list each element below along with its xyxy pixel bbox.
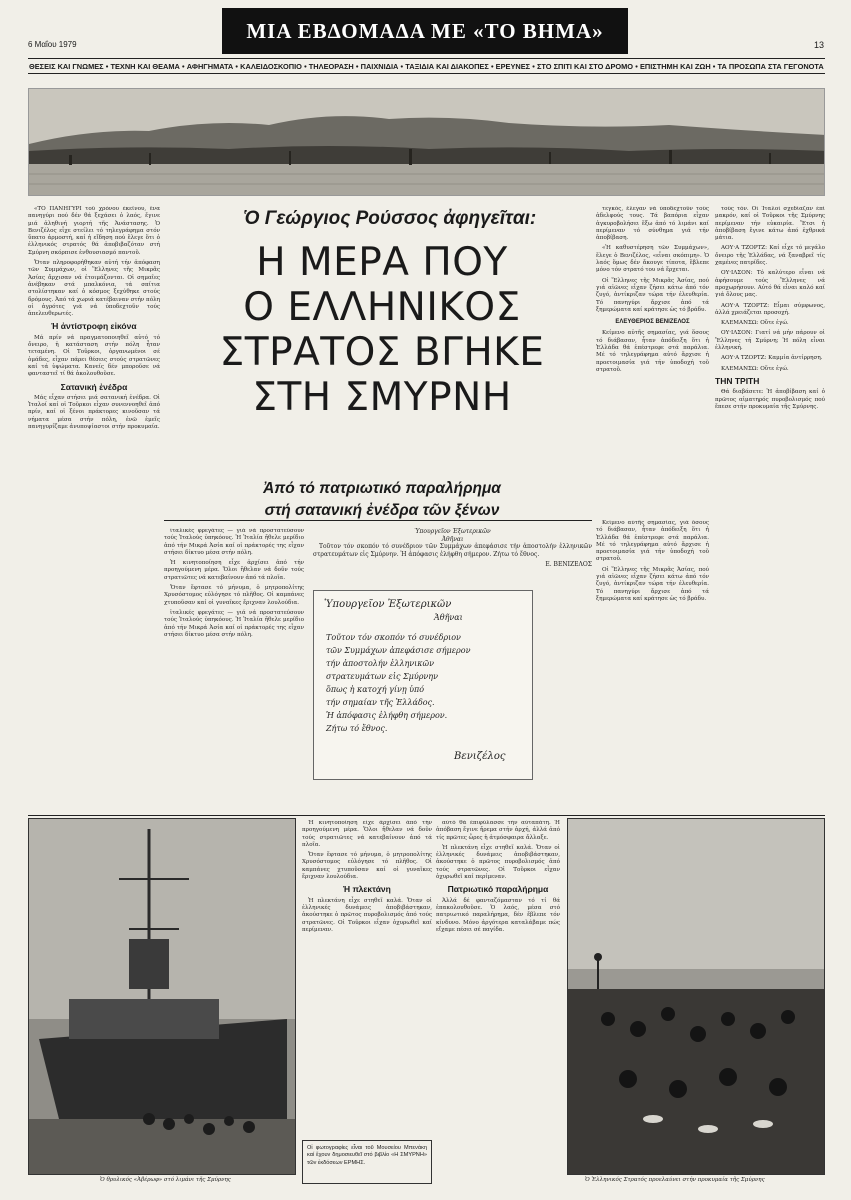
dialogue-paragraph: ΑΟΥ·Α ΤΖΟΡΤΖ: Καί εἶχε τό μεγάλο ὄνειρο τῆς Ἑλλάδας, νά ξαναβρεῖ τίς χαμένες πατρίδες. — [715, 245, 825, 267]
middle-paragraph: Ἡ πλεκτάνη εἶχε στηθεῖ καλά. Ὅταν οἱ ἑλληνικές δυνάμεις ἀποβιβάστηκαν, ἀκούστηκε ὁ πρῶτος πυροβολισμός ἀπό τούς στρατῶνες. Οἱ Τοῦρκοι εἶχαν ὀχυρωθεῖ καί περίμεναν. — [436, 844, 560, 881]
section-rubric-bar — [28, 58, 825, 74]
rubric-separator: • — [400, 61, 404, 71]
panorama-illustration — [29, 89, 825, 196]
rubric-item: ΤΕΧΝΗ ΚΑΙ ΘΕΑΜΑ — [110, 61, 180, 71]
handwritten-title: Ὑπουργεῖον Ἐξωτερικῶν — [324, 599, 452, 610]
left-paragraph: «ΤΟ ΠΑΝΗΓΥΡΙ τοῦ χρόνου ἐκεῖνου, ἕνα πανηγύρι πού δέν θά ξεχάσει ὁ λαός, ἔγινε μιά ἀληθινή γιορτή τῆς Ἀνάστασης. Ὁ Βενιζέλος εἶχε στείλει τό τηλεγράφημα στόν ὕπατο ἁρμοστή, καί ἡ εἴδηση πού ἔλεγε ὅτι ὁ ἑλληνικός στρατός θά ἀποβιβαζόταν στή Σμύρνη σκόρπισε ἐνθουσιασμό παντοῦ. — [28, 206, 160, 256]
handwritten-place: Ἀθῆναι — [434, 613, 463, 622]
headline-line: Η ΜΕΡΑ ΠΟΥ — [256, 240, 508, 285]
middle-paragraph: Ἀλλά δέ φανταζόμασταν τό τί θά ἐπακολουθοῦσε. Ὁ λαός, μέσα στό πατριωτικό παραλήρημα, δέν ἔβλεπε τόν κίνδυνο. Μόνο ἀργότερα καταλάβαμε πώς εἴχαμε πέσει σέ παγίδα. — [436, 897, 560, 933]
article-deck — [172, 478, 592, 522]
deck-rule — [164, 520, 592, 521]
handwritten-line: τῶν Συμμάχων ἀπεφάσισε σήμερον — [326, 646, 471, 655]
rubric-item: ΕΠΙΣΤΗΜΗ ΚΑΙ ΖΩΗ — [639, 61, 711, 71]
dialogue-paragraph: τούς τόν. Οἱ Ἰταλοί σχεδίαζαν ἐπί μακρόν, καί οἱ Τοῦρκοι τῆς Σμύρνης περίμεναν τήν εὐκαιρία. Ἔτσι ἡ ἀποβίβαση ἔγινε κάτω ἀπό ἐχθρικά μάτια. — [715, 206, 825, 242]
telegram-body: Τοῦτον τόν σκοπόν τό συνέδριον τῶν Συμμάχων ἀπεφάσισε τήν ἀποστολήν ἑλληνικῶν στρατευμάτων εἰς Σμύρνην. Ἡ ἀπόφασις ἐλήφθη σήμερον. Ζήτω τό ἔθνος. — [313, 543, 592, 558]
photo-credit-text: Οἱ φωτογραφίες εἶναι τοῦ Μουσείου Μπενάκη καί ἔχουν δημοσιευθεῖ στό βιβλίο «Η ΣΜΥΡΝΗ» τῶν ἐκδόσεων ΕΡΜΗΣ. — [307, 1145, 427, 1166]
dialogue-paragraph: ΟΥ·ΙΛΣΟΝ: Τό καλύτερο εἶναι νά ἀφήσουμε τούς Ἕλληνες νά προχωρήσουν. Αὐτό θά εἶναι καλό καί γιά ὅλους μας. — [715, 270, 825, 299]
headline-line: Ο ΕΛΛΗΝΙΚΟΣ — [243, 285, 521, 330]
averof-caption: Ὁ θρυλικός «Ἀβέρωφ» στό λιμάνι τῆς Σμύρνης — [100, 1177, 231, 1183]
rubric-item: ΤΗΛΕΟΡΑΣΗ — [308, 61, 354, 71]
headline-line: ΣΤΗ ΣΜΥΡΝΗ — [252, 375, 512, 420]
rubric-separator: • — [182, 61, 185, 71]
rubric-item: ΑΦΗΓΗΜΑΤΑ — [186, 61, 234, 71]
left-paragraph: Ὅταν πληροφορήθηκαν αὐτή τήν ἀπόφαση τῶν Συμμάχων, οἱ Ἕλληνες τῆς Μικρᾶς Ἀσίας ἄρχισαν νά ἑτοιμάζονται. Οἱ σημαῖες ἀνέβηκαν στά μπαλκόνια, τά σπίτια στολίστηκαν καί ὁ κόσμος ξεχύθηκε στούς δρόμους. Ἀπό τά χωριά κατέβαιναν στήν πόλη οἱ ἀγρότες γιά νά ὑποδεχτοῦν τούς ἀπελευθερωτές. — [28, 260, 160, 318]
middle-paragraph: Ἡ πλεκτάνη εἶχε στηθεῖ καλά. Ὅταν οἱ ἑλληνικές δυνάμεις ἀποβιβάστηκαν, ἀκούστηκε ὁ πρῶτος πυροβολισμός ἀπό τούς στρατῶνες. Οἱ Τοῦρκοι εἶχαν ὀχυρωθεῖ καί περίμεναν. — [302, 897, 432, 933]
right-paragraph: Κείμενο αὐτῆς σημασίας, γιά ὅσους τό διάβασαν, ἦταν ἀπόδειξη ὅτι ἡ Ἑλλάδα θά ἐπέστρεφε στά παράλια. Μέ τό τηλεγράφημα αὐτό ἄρχισε ἡ προετοιμασία γιά τήν ὑποδοχή τοῦ στρατοῦ. — [596, 330, 709, 373]
right-column-text — [596, 206, 709, 506]
subhead-reverse-image: Ἡ ἀντίστροφη εἰκόνα — [51, 321, 137, 332]
dialogue-paragraph: ΚΛΕΜΑΝΣΩ: Οὔτε ἐγώ. — [721, 365, 789, 372]
middle-column-a — [164, 528, 304, 812]
right-paragraph: τεγκός, ἔλεγαν νά ὑποδεχτοῦν τούς ἀδελφούς τους. Τά βαπόρια εἶχαν ἀγκυροβολήσει ἔξω ἀπό τό λιμάνι καί περίμεναν τό σύνθημα γιά τήν ἀποβίβαση. — [596, 206, 709, 242]
crowd-illustration — [568, 819, 825, 1175]
subhead-the-plot: Ἡ πλεκτάνη — [343, 884, 391, 895]
headline-line: ΣΤΡΑΤΟΣ ΒΓΗΚΕ — [219, 330, 545, 375]
army-caption: Ὁ Ἑλληνικός Στρατός προελαύνει στήν προκυμαία τῆς Σμύρνης — [585, 1177, 765, 1183]
rubric-separator: • — [105, 61, 109, 71]
handwritten-line: ὅπως ἡ κατοχή γίνῃ ὑπό — [326, 685, 425, 694]
subhead-patriotic-frenzy: Πατριωτικό παραλήρημα — [447, 884, 549, 895]
middle-column-b — [302, 820, 432, 1070]
rubric-separator: • — [712, 61, 716, 71]
left-column-text — [28, 206, 160, 812]
handwritten-line: Ζήτω τό ἔθνος. — [326, 724, 388, 733]
rubric-separator: • — [490, 61, 494, 71]
article-kicker: Ὁ Γεώργιος Ρούσσος ἀφηγεῖται: — [243, 208, 537, 229]
battleship-illustration — [29, 819, 296, 1175]
handwritten-body — [326, 631, 524, 735]
rubric-separator: • — [355, 61, 359, 71]
section-rule — [28, 815, 825, 816]
left-paragraph: Μά πρίν νά πραγματοποιηθεῖ αὐτό τό ὄνειρο, ἡ κατάσταση στήν πόλη ἦταν τεταμένη. Οἱ Τοῦρκοι, ὀργανωμένοι σέ ὁμάδες, εἶχαν πάρει θέσεις στούς στρατῶνες καί τά ὑψώματα. Κανείς δέν μποροῦσε νά φανταστεῖ τί θά ἀκολουθοῦσε. — [28, 334, 160, 378]
smyrna-panorama-photo — [28, 88, 825, 196]
right-paragraph: Κείμενο αὐτῆς σημασίας, γιά ὅσους τό διάβασαν, ἦταν ἀπόδειξη ὅτι ἡ Ἑλλάδα θά ἐπέστρεφε στά παράλια. Μέ τό τηλεγράφημα αὐτό ἄρχισε ἡ προετοιμασία γιά τήν ὑποδοχή τοῦ στρατοῦ. — [596, 520, 709, 563]
middle-paragraph: Ὅταν ἔφτασε τό μήνυμα, ὁ μητροπολίτης Χρυσόστομος εὐλόγησε τό πλῆθος. Οἱ καμπάνες χτυποῦσαν καί οἱ γυναῖκες ἔριχναν λουλούδια. — [302, 852, 432, 881]
right-paragraph: Οἱ Ἕλληνες τῆς Μικρᾶς Ἀσίας, πού γιά αἰῶνες εἶχαν ζήσει κάτω ἀπό τόν ζυγό, ἀντίκριζαν τώρα τήν ἐλευθερία. Τό πανηγύρι ἄρχισε ἀπό τά ξημερώματα καί κράτησε ὡς τό βράδυ. — [596, 566, 709, 602]
handwritten-signature: Βενιζέλος — [454, 751, 506, 762]
middle-paragraph: Ἡ κινητοποίηση εἶχε ἀρχίσει ἀπό τήν προηγούμενη μέρα. Ὅλοι ἤθελαν νά δοῦν τούς στρατιῶτες νά κατεβαίνουν ἀπό τά πλοῖα. — [302, 820, 432, 848]
rubric-item: ΚΑΛΕΙΔΟΣΚΟΠΙΟ — [240, 61, 302, 71]
rubric-item: ΤΑΞΙΔΙΑ ΚΑΙ ΔΙΑΚΟΠΕΣ — [405, 61, 489, 71]
army-on-quay-photo — [567, 818, 825, 1175]
dialogue-paragraph: ΑΟΥ·Α ΤΖΟΡΤΖ: Εἶμαι σύμφωνος, ἀλλά χρειάζεται προσοχή. — [715, 302, 825, 316]
subhead-satanic-ambush: Σατανική ἐνέδρα — [60, 381, 128, 392]
dialogue-paragraph: ΑΟΥ·Α ΤΖΟΡΤΖ: Καμμία ἀντίρρηση. — [721, 355, 823, 362]
rubric-item: ΣΤΟ ΣΠΙΤΙ ΚΑΙ ΣΤΟ ΔΡΟΜΟ — [536, 61, 634, 71]
rubric-item: ΕΡΕΥΝΕΣ — [495, 61, 531, 71]
rubric-item: ΠΑΙΧΝΙΔΙΑ — [360, 61, 399, 71]
page-number: 13 — [814, 40, 825, 50]
middle-paragraph: ἰταλικές φρεγάτες — γιά νά προστατεύσουν τούς Ἰταλούς ὑπηκόους. Ἡ Ἰταλία ἤθελε μερίδιο ἀπό τήν Μικρά Ἀσία καί οἱ πράκτορές της εἶχαν στήσει δίκτυο μέσα στήν πόλη. — [164, 609, 304, 638]
issue-date: 6 Μαΐου 1979 — [28, 40, 77, 49]
telegram-typed — [313, 528, 592, 586]
right-paragraph: «Ἡ καθυστέρηση τῶν Συμμάχων», ἔλεγε ὁ Βενιζέλος, «εἶναι σκόπιμη». Ὁ λαός ὅμως δέν ἄκουγε τίποτα, ἔβλεπε μόνο τόν στρατό του νά ἔρχεται. — [596, 245, 709, 274]
handwritten-telegram-facsimile — [313, 590, 533, 780]
article-headline — [172, 240, 592, 420]
middle-paragraph: Ἡ κινητοποίηση εἶχε ἀρχίσει ἀπό τήν προηγούμενη μέρα. Ὅλοι ἤθελαν νά δοῦν τούς στρατιῶτες νά κατεβαίνουν ἀπό τά πλοῖα. — [164, 560, 304, 581]
next-issue-subhead: ΤΗΝ ΤΡΙΤΗ — [715, 375, 760, 386]
handwritten-line: Ἡ ἀπόφασις ἐλήφθη σήμερον. — [326, 711, 448, 720]
left-paragraph: Μάς εἶχαν στήσει μιά σατανική ἐνέδρα. Οἱ Ἰταλοί καί οἱ Τοῦρκοι εἶχαν συνεννοηθεῖ ἀπό πρίν, καί οἱ ξένοι πράκτορες κινοῦσαν τά νήματα μέσα στήν πόλη, ἐνῶ ἐμεῖς πανηγυρίζαμε ἀνυποψίαστοι στήν προκυμαία. — [28, 394, 160, 431]
masthead-title: ΜΙΑ ΕΒΔΟΜΑΔΑ ΜΕ «ΤΟ ΒΗΜΑ» — [222, 8, 628, 54]
rubric-separator: • — [235, 61, 238, 71]
middle-paragraph: Ὅταν ἔφτασε τό μήνυμα, ὁ μητροπολίτης Χρυσόστομος εὐλόγησε τό πλῆθος. Οἱ καμπάνες χτυποῦσαν καί οἱ γυναῖκες ἔριχναν λουλούδια. — [164, 585, 304, 606]
handwritten-line: στρατευμάτων εἰς Σμύρνην — [326, 672, 438, 681]
dialogue-paragraph: ΚΛΕΜΑΝΣΩ: Οὔτε ἐγώ. — [721, 320, 789, 327]
deck-line: Ἀπό τό πατριωτικό παραλήρημα — [263, 480, 501, 497]
averof-battleship-photo — [28, 818, 296, 1175]
photo-credit-box — [302, 1140, 432, 1184]
right-signature: ΕΛΕΥΘΕΡΙΟΣ ΒΕΝΙΖΕΛΟΣ — [615, 319, 690, 326]
dialogue-paragraph: Θά διαβάσετε: Ἡ ἀποβίβαση καί ὁ πρῶτος αἱματηρός πυροβολισμός πού ἔπεσε στήν προκυμαία τῆς Σμύρνης. — [715, 389, 825, 410]
handwritten-line: τήν σημαίαν τῆς Ἑλλάδος. — [326, 698, 435, 707]
rubric-item: ΘΕΣΕΙΣ ΚΑΙ ΓΝΩΜΕΣ — [29, 61, 104, 71]
dialogue-paragraph: ΟΥ·ΙΛΣΟΝ: Γιατί νά μήν πάρουν οἱ Ἕλληνες τή Σμύρνη; Ἡ πόλη εἶναι ἑλληνική. — [715, 330, 825, 352]
rubric-separator: • — [532, 61, 535, 71]
telegram-signature: Ε. ΒΕΝΙΖΕΛΟΣ — [545, 561, 592, 569]
telegram-place: Ἀθῆναι — [441, 535, 464, 543]
rubric-separator: • — [304, 61, 307, 71]
right-paragraph: Οἱ Ἕλληνες τῆς Μικρᾶς Ἀσίας, πού γιά αἰῶνες εἶχαν ζήσει κάτω ἀπό τόν ζυγό, ἀντίκριζαν τώρα τήν ἐλευθερία. Τό πανηγύρι ἄρχισε ἀπό τά ξημερώματα καί κράτησε ὡς τό βράδυ. — [596, 277, 709, 313]
rubric-item: ΤΑ ΠΡΟΣΩΠΑ ΣΤΑ ΓΕΓΟΝΟΤΑ — [717, 61, 824, 71]
middle-column-c — [436, 820, 560, 1184]
middle-paragraph: ἰταλικές φρεγάτες — γιά νά προστατεύσουν τούς Ἰταλούς ὑπηκόους. Ἡ Ἰταλία ἤθελε μερίδιο ἀπό τήν Μικρά Ἀσία καί οἱ πράκτορές της εἶχαν στήσει δίκτυο μέσα στήν πόλη. — [164, 528, 304, 556]
telegram-title: Ὑπουργεῖον Ἐξωτερικῶν — [414, 528, 491, 535]
rubric-separator: • — [635, 61, 638, 71]
far-right-column-text — [715, 206, 825, 812]
deck-line: στή σατανική ἐνέδρα τῶν ξένων — [264, 502, 500, 519]
middle-paragraph: αὐτό θά ἐπιφύλασσε τήν αὐταπάτη. Ἡ ἀπόβαση ἔγινε ἤρεμα στήν ἀρχή, ἀλλά ἀπό τίς πρῶτες ὧρες ἡ ἀτμόσφαιρα ἄλλαξε. — [436, 820, 560, 841]
handwritten-line: τήν ἀποστολήν ἑλληνικῶν — [326, 659, 434, 668]
right-column-text-lower — [596, 520, 709, 812]
handwritten-line: Τοῦτον τόν σκοπόν τό συνέδριον — [326, 633, 461, 642]
